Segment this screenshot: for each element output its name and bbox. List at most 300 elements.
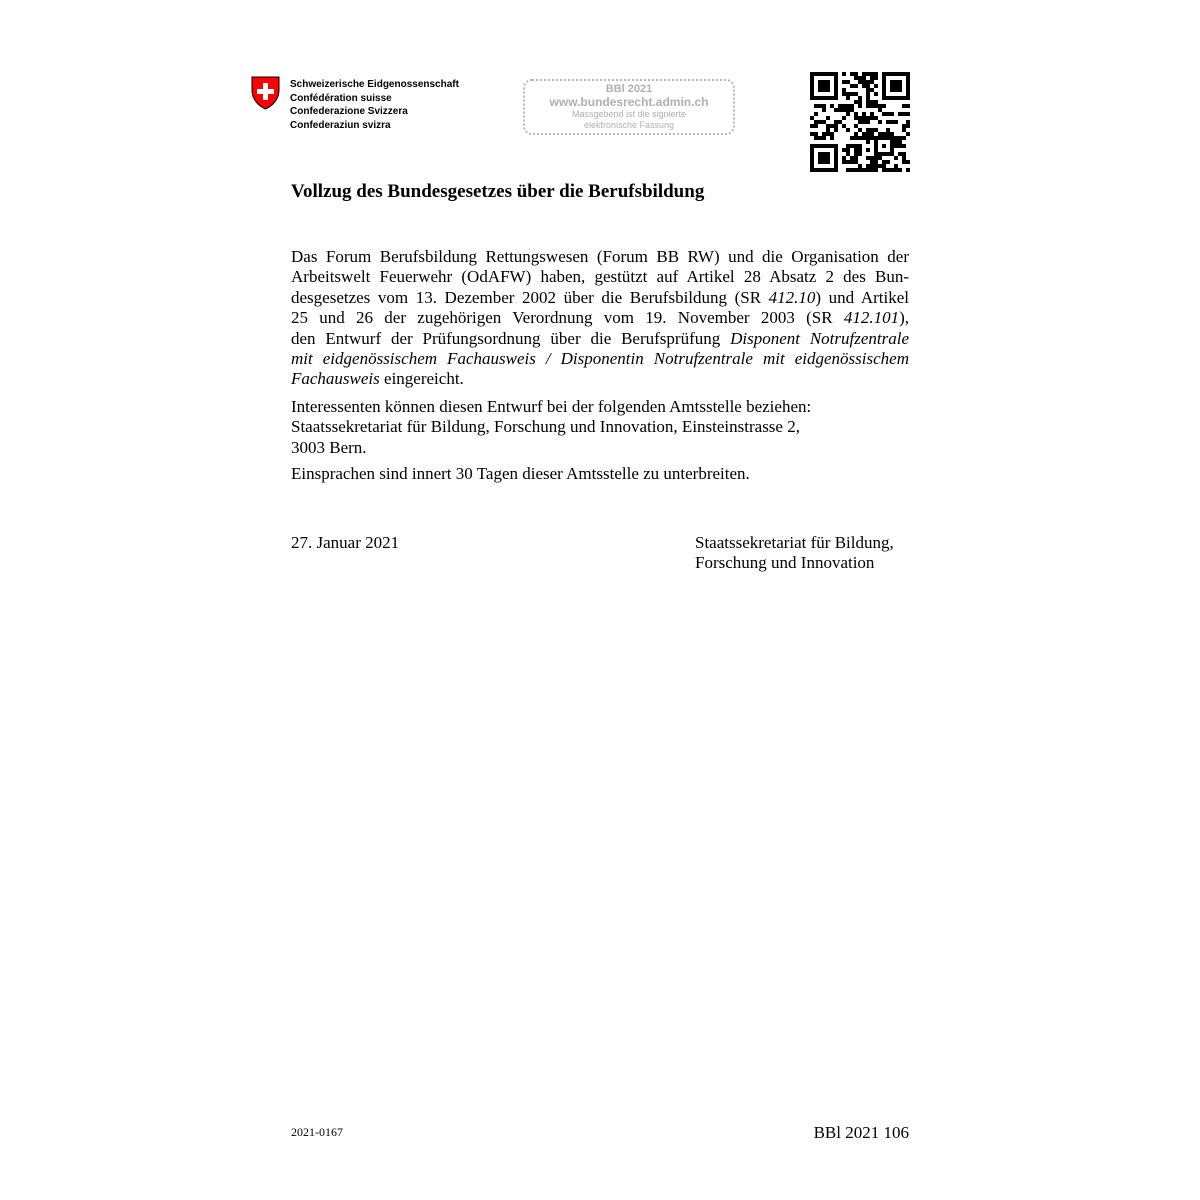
text-run: ),: [899, 308, 909, 328]
qr-module: [890, 168, 894, 172]
qr-module: [822, 84, 826, 88]
qr-module: [862, 112, 866, 116]
qr-module: [822, 104, 826, 108]
qr-module: [842, 72, 846, 76]
qr-module: [826, 128, 830, 132]
qr-module: [862, 136, 866, 140]
qr-module: [822, 168, 826, 172]
qr-module: [894, 96, 898, 100]
qr-module: [850, 160, 854, 164]
qr-module: [906, 80, 910, 84]
qr-module: [850, 72, 854, 76]
qr-module: [858, 152, 862, 156]
qr-module: [898, 152, 902, 156]
qr-module: [822, 88, 826, 92]
qr-module: [810, 144, 814, 148]
qr-module: [874, 100, 878, 104]
signature-line: Forschung und Innovation: [695, 553, 875, 573]
qr-module: [858, 100, 862, 104]
stamp-note-1: Massgebend ist die signierte: [571, 109, 687, 119]
qr-module: [834, 120, 838, 124]
qr-module: [822, 72, 826, 76]
qr-module: [866, 148, 870, 152]
qr-module: [858, 128, 862, 132]
qr-module: [886, 152, 890, 156]
qr-module: [866, 100, 870, 104]
qr-module: [890, 152, 894, 156]
qr-module: [878, 132, 882, 136]
paragraph-1-line: [291, 329, 909, 349]
qr-module: [814, 96, 818, 100]
qr-module: [866, 132, 870, 136]
qr-module: [894, 80, 898, 84]
qr-module: [874, 104, 878, 108]
qr-module: [862, 132, 866, 136]
qr-module: [882, 136, 886, 140]
qr-module: [842, 116, 846, 120]
qr-module: [874, 144, 878, 148]
qr-module: [822, 120, 826, 124]
qr-module: [830, 168, 834, 172]
qr-module: [874, 168, 878, 172]
qr-module: [870, 168, 874, 172]
qr-module: [870, 112, 874, 116]
sr-reference: 412.10: [768, 287, 816, 307]
qr-module: [818, 136, 822, 140]
qr-module: [830, 104, 834, 108]
qr-module: [846, 108, 850, 112]
qr-module: [874, 164, 878, 168]
qr-module: [886, 132, 890, 136]
qr-module: [894, 144, 898, 148]
qr-module: [878, 164, 882, 168]
qr-module: [810, 164, 814, 168]
qr-module: [830, 144, 834, 148]
qr-module: [894, 72, 898, 76]
qr-module: [834, 96, 838, 100]
qr-module: [834, 80, 838, 84]
qr-module: [890, 148, 894, 152]
qr-module: [854, 160, 858, 164]
paragraph-3: Einsprachen sind innert 30 Tagen dieser Amtsstelle zu unterbreiten.: [291, 464, 750, 483]
stamp-note-2: elektronische Fassung: [583, 120, 675, 130]
qr-module: [830, 96, 834, 100]
agency-name-it: Confederazione Svizzera: [290, 106, 408, 117]
qr-module: [882, 84, 886, 88]
qr-module: [814, 144, 818, 148]
qr-module: [890, 96, 894, 100]
paragraph-2-line: Interessenten können diesen Entwurf bei der folgenden Amtsstelle beziehen:: [291, 397, 812, 416]
qr-module: [866, 140, 870, 144]
qr-module: [862, 84, 866, 88]
qr-module: [866, 164, 870, 168]
qr-module: [862, 120, 866, 124]
qr-module: [906, 112, 910, 116]
qr-module: [858, 104, 862, 108]
qr-module: [854, 112, 858, 116]
qr-module: [854, 84, 858, 88]
qr-module: [850, 136, 854, 140]
qr-module: [906, 72, 910, 76]
qr-module: [822, 144, 826, 148]
qr-module: [826, 84, 830, 88]
qr-module: [898, 112, 902, 116]
qr-module: [866, 128, 870, 132]
qr-module: [858, 96, 862, 100]
qr-module: [826, 72, 830, 76]
qr-module: [854, 100, 858, 104]
qr-module: [894, 156, 898, 160]
qr-module: [842, 160, 846, 164]
qr-module: [854, 148, 858, 152]
paragraph-1-line: Das Forum Berufsbildung Rettungswesen (Forum BB RW) und die Organisation der: [291, 247, 909, 266]
qr-module: [822, 80, 826, 84]
qr-module: [854, 168, 858, 172]
qr-module: [902, 112, 906, 116]
qr-module: [842, 104, 846, 108]
qr-module: [902, 104, 906, 108]
qr-module: [838, 104, 842, 108]
exam-title: Disponent Notrufzentrale: [730, 328, 909, 348]
qr-module: [882, 76, 886, 80]
paragraph-1: [291, 247, 909, 390]
qr-module: [818, 96, 822, 100]
qr-module: [878, 104, 882, 108]
qr-module: [890, 144, 894, 148]
qr-module: [886, 128, 890, 132]
qr-module: [906, 104, 910, 108]
qr-module: [902, 160, 906, 164]
qr-module: [818, 84, 822, 88]
qr-module: [854, 124, 858, 128]
qr-module: [870, 160, 874, 164]
qr-module: [874, 84, 878, 88]
qr-module: [882, 72, 886, 76]
qr-module: [842, 156, 846, 160]
text-run: den Entwurf der Prüfungsordnung über die Berufsprüfung: [291, 328, 731, 348]
qr-module: [854, 116, 858, 120]
qr-module: [846, 112, 850, 116]
qr-module: [866, 116, 870, 120]
qr-module: [834, 88, 838, 92]
qr-module: [874, 116, 878, 120]
qr-module: [818, 144, 822, 148]
qr-module: [882, 112, 886, 116]
qr-module: [870, 136, 874, 140]
qr-module: [826, 132, 830, 136]
qr-module: [898, 72, 902, 76]
qr-module: [810, 156, 814, 160]
qr-module: [842, 124, 846, 128]
qr-module: [882, 80, 886, 84]
qr-module: [814, 168, 818, 172]
qr-module: [834, 164, 838, 168]
qr-module: [902, 72, 906, 76]
qr-module: [894, 164, 898, 168]
qr-module: [870, 116, 874, 120]
qr-module: [846, 168, 850, 172]
qr-module: [906, 120, 910, 124]
qr-module: [898, 80, 902, 84]
qr-module: [882, 104, 886, 108]
qr-module: [834, 152, 838, 156]
qr-module: [850, 168, 854, 172]
qr-module: [842, 88, 846, 92]
qr-module: [862, 80, 866, 84]
qr-module: [906, 168, 910, 172]
qr-module: [902, 96, 906, 100]
qr-module: [818, 104, 822, 108]
qr-module: [898, 136, 902, 140]
qr-module: [846, 160, 850, 164]
qr-module: [870, 104, 874, 108]
qr-module: [890, 140, 894, 144]
qr-module: [866, 84, 870, 88]
qr-module: [862, 116, 866, 120]
qr-module: [846, 144, 850, 148]
document-date: 27. Januar 2021: [291, 533, 400, 552]
qr-module: [886, 112, 890, 116]
qr-module: [870, 80, 874, 84]
qr-module: [878, 108, 882, 112]
text-run: 25 und 26 der zugehörigen Verordnung vom 19. November 2003 (SR: [291, 308, 844, 328]
stamp-url: www.bundesrecht.admin.ch: [549, 95, 709, 109]
qr-module: [898, 144, 902, 148]
qr-module: [822, 108, 826, 112]
qr-module: [854, 144, 858, 148]
qr-module: [874, 76, 878, 80]
qr-module: [834, 168, 838, 172]
qr-module: [898, 88, 902, 92]
qr-module: [878, 120, 882, 124]
qr-module: [866, 92, 870, 96]
qr-module: [858, 148, 862, 152]
qr-module: [834, 72, 838, 76]
qr-module: [818, 88, 822, 92]
qr-module: [818, 152, 822, 156]
qr-module: [890, 136, 894, 140]
qr-module: [814, 104, 818, 108]
qr-module: [874, 160, 878, 164]
qr-module: [810, 124, 814, 128]
paragraph-2-line: Staatssekretariat für Bildung, Forschung und Innovation, Einsteinstrasse 2,: [291, 417, 800, 437]
qr-module: [810, 88, 814, 92]
qr-module: [858, 136, 862, 140]
qr-module: [858, 120, 862, 124]
qr-module: [842, 92, 846, 96]
qr-module: [906, 76, 910, 80]
qr-module: [906, 96, 910, 100]
qr-module: [818, 72, 822, 76]
confederation-logo: [251, 76, 471, 136]
qr-module: [874, 140, 878, 144]
qr-module: [866, 96, 870, 100]
qr-module: [854, 136, 858, 140]
qr-module: [874, 128, 878, 132]
qr-module: [818, 120, 822, 124]
qr-module: [810, 148, 814, 152]
qr-module: [850, 144, 854, 148]
qr-module: [818, 160, 822, 164]
qr-module: [858, 76, 862, 80]
qr-module: [810, 92, 814, 96]
qr-module: [906, 88, 910, 92]
qr-module: [886, 72, 890, 76]
qr-module: [898, 140, 902, 144]
qr-module: [854, 152, 858, 156]
paragraph-2: [291, 397, 909, 458]
qr-module: [898, 84, 902, 88]
qr-module: [834, 108, 838, 112]
qr-module: [826, 168, 830, 172]
qr-module: [814, 112, 818, 116]
paragraph-1-line: Arbeitswelt Feuerwehr (OdAFW) haben, gestützt auf Artikel 28 Absatz 2 des Bun-: [291, 267, 909, 287]
qr-module: [874, 148, 878, 152]
qr-module: [866, 88, 870, 92]
qr-module: [890, 120, 894, 124]
paragraph-1-line: [291, 369, 909, 389]
qr-module: [834, 128, 838, 132]
qr-module: [810, 76, 814, 80]
qr-module: [846, 128, 850, 132]
qr-module: [894, 88, 898, 92]
paragraph-1-line: [291, 308, 909, 328]
qr-module: [874, 156, 878, 160]
qr-module: [810, 168, 814, 172]
qr-module: [866, 168, 870, 172]
qr-module: [906, 84, 910, 88]
qr-module: [906, 160, 910, 164]
qr-module: [874, 136, 878, 140]
qr-module: [830, 132, 834, 136]
qr-module: [866, 72, 870, 76]
qr-module: [890, 84, 894, 88]
qr-module: [870, 128, 874, 132]
qr-module: [854, 156, 858, 160]
qr-module: [890, 132, 894, 136]
qr-module: [894, 84, 898, 88]
qr-module: [886, 120, 890, 124]
signature-block: [695, 533, 894, 574]
qr-module: [834, 148, 838, 152]
text-run: desgesetzes vom 13. Dezember 2002 über die Berufsbildung (SR: [291, 287, 769, 307]
qr-module: [846, 96, 850, 100]
qr-module: [826, 144, 830, 148]
qr-module: [846, 80, 850, 84]
qr-module: [822, 136, 826, 140]
qr-module: [906, 132, 910, 136]
paragraph-1-line: [291, 349, 909, 369]
qr-module: [886, 168, 890, 172]
qr-module: [826, 156, 830, 160]
qr-module: [890, 80, 894, 84]
exam-title: Fachausweis: [291, 369, 380, 389]
qr-module: [858, 168, 862, 172]
qr-module: [898, 96, 902, 100]
qr-module: [870, 72, 874, 76]
sr-reference: 412.101: [843, 308, 900, 328]
qr-module: [862, 72, 866, 76]
qr-module: [862, 168, 866, 172]
paragraph-1-line: [291, 288, 909, 308]
qr-module: [882, 160, 886, 164]
qr-module: [858, 80, 862, 84]
qr-module: [810, 80, 814, 84]
qr-module: [842, 108, 846, 112]
qr-module: [882, 92, 886, 96]
qr-module: [870, 164, 874, 168]
qr-module: [866, 104, 870, 108]
qr-module: [814, 124, 818, 128]
qr-module: [886, 136, 890, 140]
qr-module: [822, 132, 826, 136]
qr-module: [846, 104, 850, 108]
qr-module: [874, 72, 878, 76]
qr-module: [902, 144, 906, 148]
qr-module: [906, 92, 910, 96]
qr-module: [822, 160, 826, 164]
qr-module: [818, 156, 822, 160]
qr-module: [846, 148, 850, 152]
qr-module: [882, 88, 886, 92]
qr-module: [874, 152, 878, 156]
qr-module: [858, 164, 862, 168]
qr-module: [894, 140, 898, 144]
qr-module: [834, 92, 838, 96]
qr-module: [858, 116, 862, 120]
exam-title: mit eidgenössischem Fachausweis / Disponentin Notrufzentrale mit eidgenössischem: [291, 349, 909, 369]
qr-module: [870, 100, 874, 104]
qr-module: [826, 124, 830, 128]
qr-module: [822, 96, 826, 100]
publication-stamp: [523, 79, 735, 135]
qr-module: [810, 116, 814, 120]
qr-module: [894, 168, 898, 172]
qr-module: [826, 80, 830, 84]
agency-name-fr: Confédération suisse: [290, 92, 392, 104]
qr-module: [866, 136, 870, 140]
qr-module: [882, 164, 886, 168]
qr-module: [894, 136, 898, 140]
qr-module: [814, 72, 818, 76]
qr-module: [842, 80, 846, 84]
qr-module: [818, 80, 822, 84]
qr-module: [826, 88, 830, 92]
qr-module: [846, 92, 850, 96]
agency-name-de: Schweizerische Eidgenossenschaft: [290, 79, 459, 90]
qr-module: [874, 92, 878, 96]
qr-module: [858, 144, 862, 148]
qr-module: [814, 120, 818, 124]
qr-module: [870, 132, 874, 136]
qr-module: [818, 168, 822, 172]
qr-module: [878, 136, 882, 140]
qr-module: [834, 84, 838, 88]
qr-module: [902, 128, 906, 132]
qr-module: [826, 116, 830, 120]
text-run: ) und Artikel: [815, 287, 909, 307]
qr-module: [838, 108, 842, 112]
qr-module: [886, 160, 890, 164]
qr-module: [878, 156, 882, 160]
qr-module: [810, 96, 814, 100]
qr-module: [830, 136, 834, 140]
document-number: 2021-0167: [291, 1125, 343, 1139]
qr-module: [814, 136, 818, 140]
qr-module: [810, 72, 814, 76]
qr-module: [882, 152, 886, 156]
text-run: eingereicht.: [379, 369, 464, 389]
